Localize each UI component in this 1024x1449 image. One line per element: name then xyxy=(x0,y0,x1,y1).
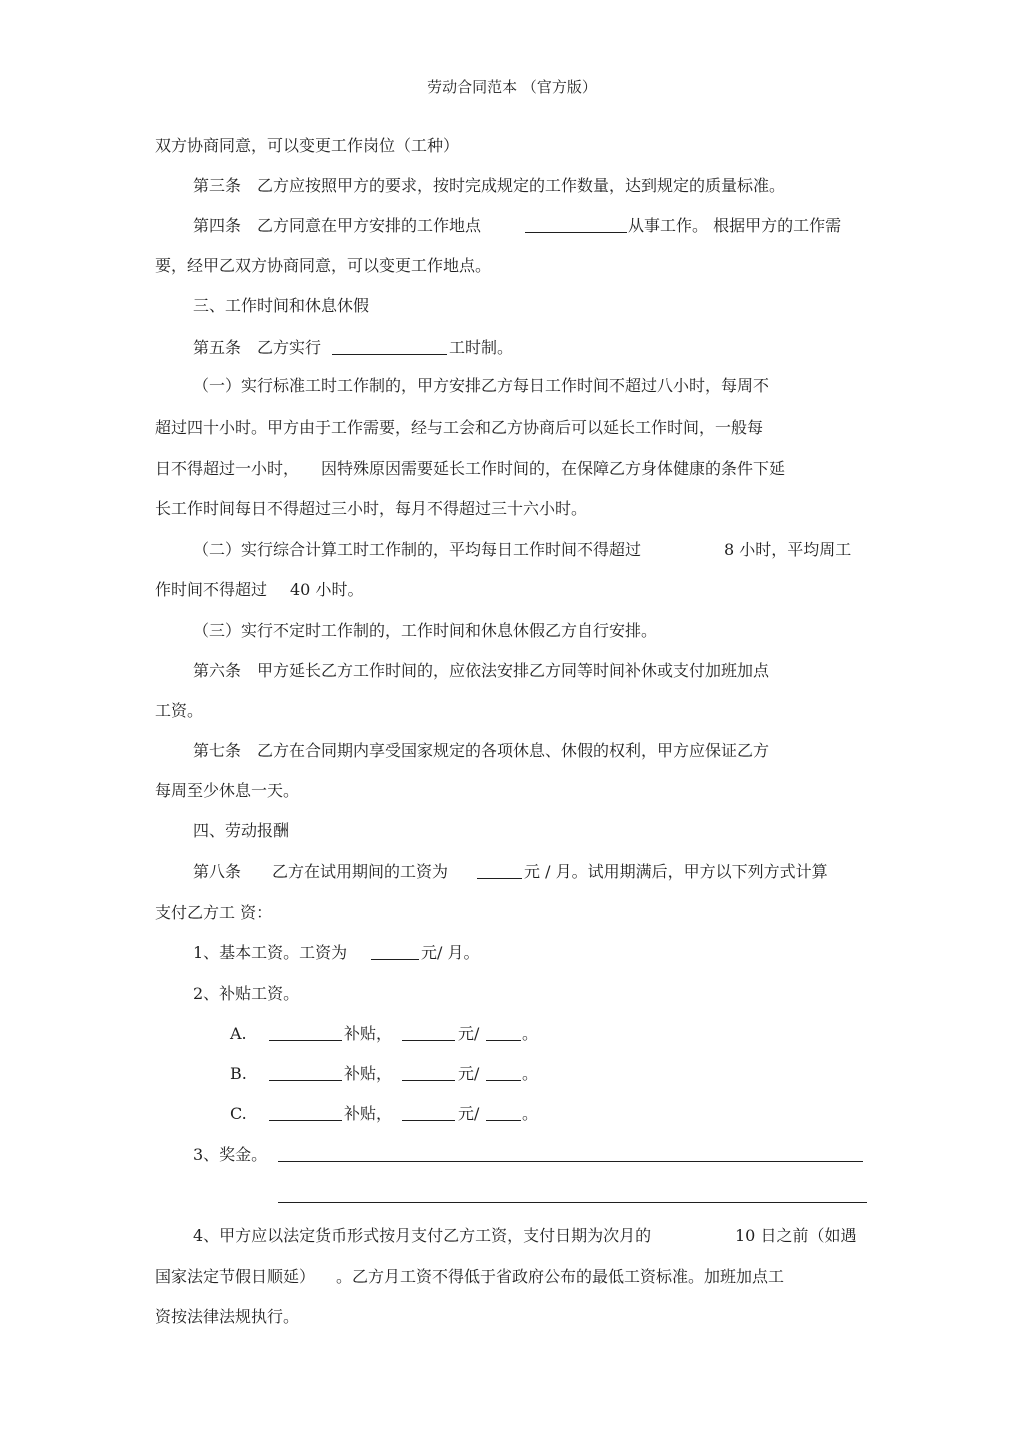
allowance-letter: A. xyxy=(230,1024,247,1043)
text-line: 元 / 月。试用期满后，甲方以下列方式计算 xyxy=(524,862,828,881)
blank-probation-wage xyxy=(477,864,522,879)
allowance-unit: 元/ xyxy=(458,1024,480,1043)
blank-allowance-name xyxy=(269,1106,342,1121)
allowance-unit: 元/ xyxy=(458,1064,480,1083)
text-line: 。乙方月工资不得低于省政府公布的最低工资标准。加班加点工 xyxy=(336,1267,785,1286)
blank-work-hours-system xyxy=(332,340,447,355)
text-line: （二）实行综合计算工时工作制的，平均每日工作时间不得超过 xyxy=(193,540,642,559)
blank-allowance-name xyxy=(269,1026,342,1041)
text-line: 要，经甲乙双方协商同意，可以变更工作地点。 xyxy=(155,256,492,275)
text-line: 作时间不得超过 xyxy=(155,580,268,599)
text-line: 长工作时间每日不得超过三小时，每月不得超过三十六小时。 xyxy=(155,499,588,518)
article-5-start: 第五条 乙方实行 xyxy=(193,338,322,357)
text-line: 工资。 xyxy=(155,701,204,720)
text-line: 因特殊原因需要延长工作时间的，在保障乙方身体健康的条件下延 xyxy=(321,459,786,478)
text-line: 8 小时，平均周工 xyxy=(724,540,852,559)
text-line: 双方协商同意，可以变更工作岗位（工种） xyxy=(155,136,460,155)
text-line: （三）实行不定时工作制的，工作时间和休息休假乙方自行安排。 xyxy=(193,621,658,640)
allowance-unit: 元/ xyxy=(458,1104,480,1123)
blank-allowance-amount xyxy=(402,1106,455,1121)
text-line: 4、甲方应以法定货币形式按月支付乙方工资，支付日期为次月的 xyxy=(193,1226,652,1245)
blank-allowance-amount xyxy=(402,1026,455,1041)
section-heading-3: 三、工作时间和休息休假 xyxy=(193,296,370,315)
allowance-label: 补贴， xyxy=(344,1064,393,1083)
text-line: 40 小时。 xyxy=(290,580,364,599)
text-line: 资按法律法规执行。 xyxy=(155,1307,300,1326)
text-line: 元/ 月。 xyxy=(421,943,480,962)
blank-allowance-period xyxy=(486,1026,521,1041)
text-line: 3、奖金。 xyxy=(193,1145,268,1164)
article-4-start: 第四条 乙方同意在甲方安排的工作地点 xyxy=(193,216,482,235)
text-line: 1、基本工资。工资为 xyxy=(193,943,348,962)
text-line: 国家法定节假日顺延） xyxy=(155,1267,316,1286)
article-5-cont: 工时制。 xyxy=(449,338,514,357)
text-line: 超过四十小时。甲方由于工作需要，经与工会和乙方协商后可以延长工作时间，一般每 xyxy=(155,418,764,437)
article-3: 第三条 乙方应按照甲方的要求，按时完成规定的工作数量，达到规定的质量标准。 xyxy=(193,176,786,195)
blank-allowance-period xyxy=(486,1066,521,1081)
blank-bonus-line xyxy=(278,1161,863,1162)
allowance-end: 。 xyxy=(522,1064,539,1083)
article-6: 第六条 甲方延长乙方工作时间的，应依法安排乙方同等时间补休或支付加班加点 xyxy=(193,661,770,680)
allowance-letter: C. xyxy=(230,1104,247,1123)
allowance-end: 。 xyxy=(522,1024,539,1043)
section-heading-4: 四、劳动报酬 xyxy=(193,821,290,840)
allowance-label: 补贴， xyxy=(344,1104,393,1123)
allowance-letter: B. xyxy=(230,1064,247,1083)
blank-basic-wage xyxy=(371,945,419,960)
allowance-label: 补贴， xyxy=(344,1024,393,1043)
text-line: 2、补贴工资。 xyxy=(193,984,300,1003)
page-title: 劳动合同范本 （官方版） xyxy=(427,78,597,96)
article-7: 第七条 乙方在合同期内享受国家规定的各项休息、休假的权利，甲方应保证乙方 xyxy=(193,741,770,760)
text-line: 支付乙方工 资： xyxy=(155,903,273,922)
article-8-label: 第八条 xyxy=(193,862,242,881)
text-line: 日不得超过一小时， xyxy=(155,459,300,478)
blank-allowance-period xyxy=(486,1106,521,1121)
text-line: （一）实行标准工时工作制的，甲方安排乙方每日工作时间不超过八小时，每周不 xyxy=(193,376,770,395)
allowance-end: 。 xyxy=(522,1104,539,1123)
text-line: 10 日之前（如遇 xyxy=(735,1226,857,1245)
text-line: 乙方在试用期间的工资为 xyxy=(272,862,449,881)
text-line: 每周至少休息一天。 xyxy=(155,781,300,800)
blank-work-location xyxy=(525,218,627,233)
blank-allowance-amount xyxy=(402,1066,455,1081)
blank-bonus-line xyxy=(278,1202,867,1203)
blank-allowance-name xyxy=(269,1066,342,1081)
article-4-cont: 从事工作。 根据甲方的工作需 xyxy=(628,216,842,235)
